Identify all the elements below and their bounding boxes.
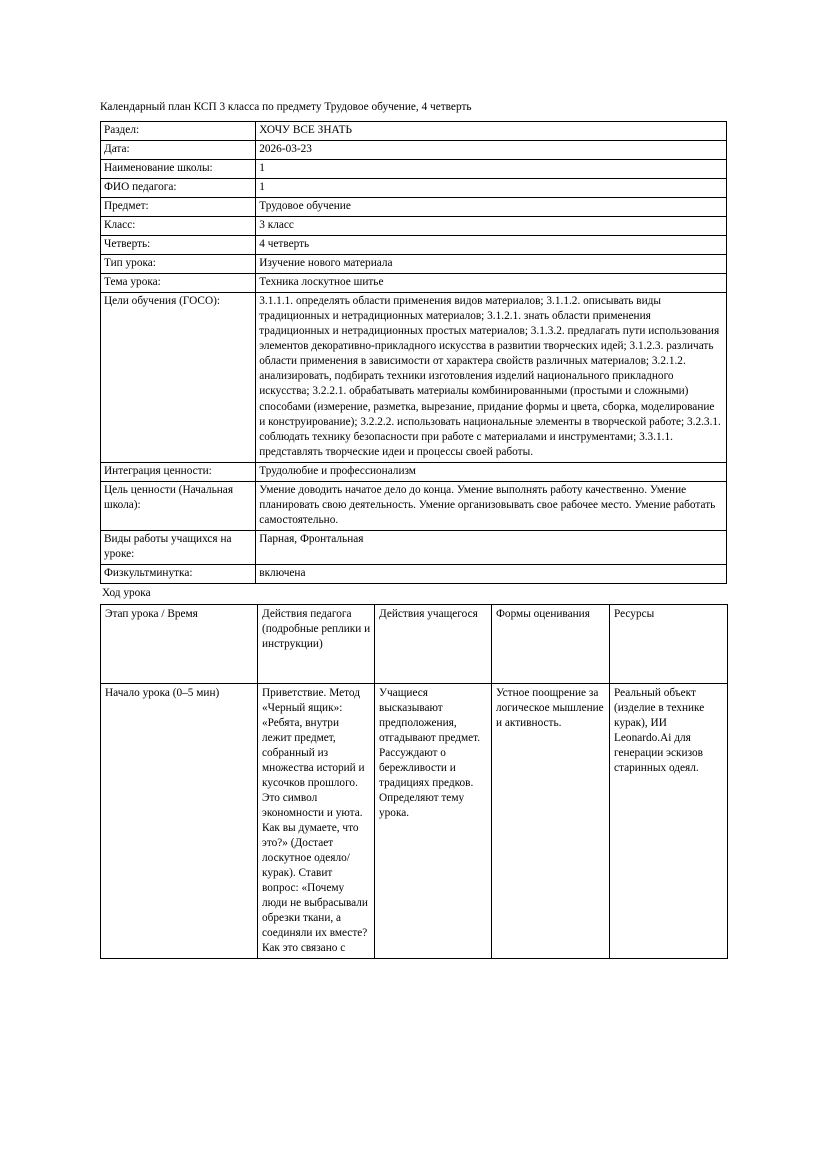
info-value: Трудолюбие и профессионализм [256, 462, 727, 481]
info-value: Парная, Фронтальная [256, 530, 727, 564]
table-row [101, 255, 727, 274]
table-row [101, 160, 727, 179]
info-value: включена [256, 564, 727, 583]
cell-resources: Реальный объект (изделие в технике курак), ИИ Leonardo.Ai для генерации эскизов старинных одеял. [610, 683, 728, 958]
column-header-resources: Ресурсы [610, 604, 728, 683]
info-value: 4 четверть [256, 236, 727, 255]
info-label: Цель ценности (Начальная школа): [101, 481, 256, 530]
info-label: ФИО педагога: [101, 179, 256, 198]
info-label: Наименование школы: [101, 160, 256, 179]
info-value: Умение доводить начатое дело до конца. Умение выполнять работу качественно. Умение планировать свою деятельность. Умение организовывать свое рабочее место. Умение работать самостоятельно. [256, 481, 727, 530]
column-header-stage: Этап урока / Время [101, 604, 258, 683]
table-row [101, 141, 727, 160]
table-row [101, 481, 727, 530]
page-title: Календарный план КСП 3 класса по предмету Трудовое обучение, 4 четверть [100, 101, 472, 113]
info-value: 3 класс [256, 217, 727, 236]
column-header-student-actions: Действия учащегося [375, 604, 492, 683]
table-row [101, 236, 727, 255]
info-label: Виды работы учащихся на уроке: [101, 530, 256, 564]
cell-student-actions: Учащиеся высказывают предположения, отгадывают предмет. Рассуждают о бережливости и традициях предков. Определяют тему урока. [375, 683, 492, 958]
info-value: Техника лоскутное шитье [256, 274, 727, 293]
info-label: Предмет: [101, 198, 256, 217]
info-value: 1 [256, 160, 727, 179]
flow-section-label: Ход урока [102, 586, 151, 599]
table-row [101, 198, 727, 217]
info-value: Изучение нового материала [256, 255, 727, 274]
info-value: Трудовое обучение [256, 198, 727, 217]
column-header-assessment: Формы оценивания [492, 604, 610, 683]
table-row [101, 683, 728, 958]
info-value: 2026-03-23 [256, 141, 727, 160]
table-row [101, 217, 727, 236]
table-row [101, 274, 727, 293]
lesson-info-table [100, 121, 727, 583]
table-row [101, 564, 727, 583]
info-label: Цели обучения (ГОСО): [101, 293, 256, 462]
info-value: ХОЧУ ВСЕ ЗНАТЬ [256, 122, 727, 141]
lesson-flow-head [101, 604, 728, 683]
table-row [101, 179, 727, 198]
table-row [101, 122, 727, 141]
info-value: 1 [256, 179, 727, 198]
info-label: Тема урока: [101, 274, 256, 293]
cell-teacher-actions: Приветствие. Метод «Черный ящик»: «Ребята, внутри лежит предмет, собранный из множества историй и кусочков прошлого. Это символ экономности и уюта. Как вы думаете, что это?» (Достает лоскутное одеяло/курак). Ставит вопрос: «Почему люди не выбрасывали обрезки ткани, а соединяли их вместе? Как это связано с [258, 683, 375, 958]
info-label: Раздел: [101, 122, 256, 141]
lesson-flow-body [101, 683, 728, 958]
cell-stage: Начало урока (0–5 мин) [101, 683, 258, 958]
info-label: Дата: [101, 141, 256, 160]
cell-assessment: Устное поощрение за логическое мышление и активность. [492, 683, 610, 958]
info-label: Физкультминутка: [101, 564, 256, 583]
info-value: 3.1.1.1. определять области применения видов материалов; 3.1.1.2. описывать виды традиционных и нетрадиционных материалов; 3.1.2.1. знать области применения традиционных и нетрадиционных простых материалов; 3.1.3.2. предлагать пути использования элементов декоративно-прикладного искусства в развитии творческих идей; 3.1.2.3. различать области применения в зависимости от характера свойств различных материалов; 3.2.1.2. анализировать, подбирать техники изготовления изделий национального прикладного искусства; 3.2.2.1. обрабатывать материалы комбинированными (простыми и сложными) способами (измерение, разметка, вырезание, придание формы и цвета, сборка, моделирование и конструирование); 3.2.2.2. использовать национальные элементы в творческой работе; 3.2.3.1. соблюдать технику безопасности при работе с материалами и инструментами; 3.3.1.1. представлять творческие идеи и процессы своей работы. [256, 293, 727, 462]
table-row [101, 293, 727, 462]
lesson-flow-table [100, 604, 728, 959]
info-label: Интеграция ценности: [101, 462, 256, 481]
table-row [101, 530, 727, 564]
info-label: Четверть: [101, 236, 256, 255]
table-header-row [101, 604, 728, 683]
info-label: Тип урока: [101, 255, 256, 274]
table-row [101, 462, 727, 481]
info-label: Класс: [101, 217, 256, 236]
lesson-info-body [101, 122, 727, 583]
column-header-teacher-actions: Действия педагога (подробные реплики и инструкции) [258, 604, 375, 683]
